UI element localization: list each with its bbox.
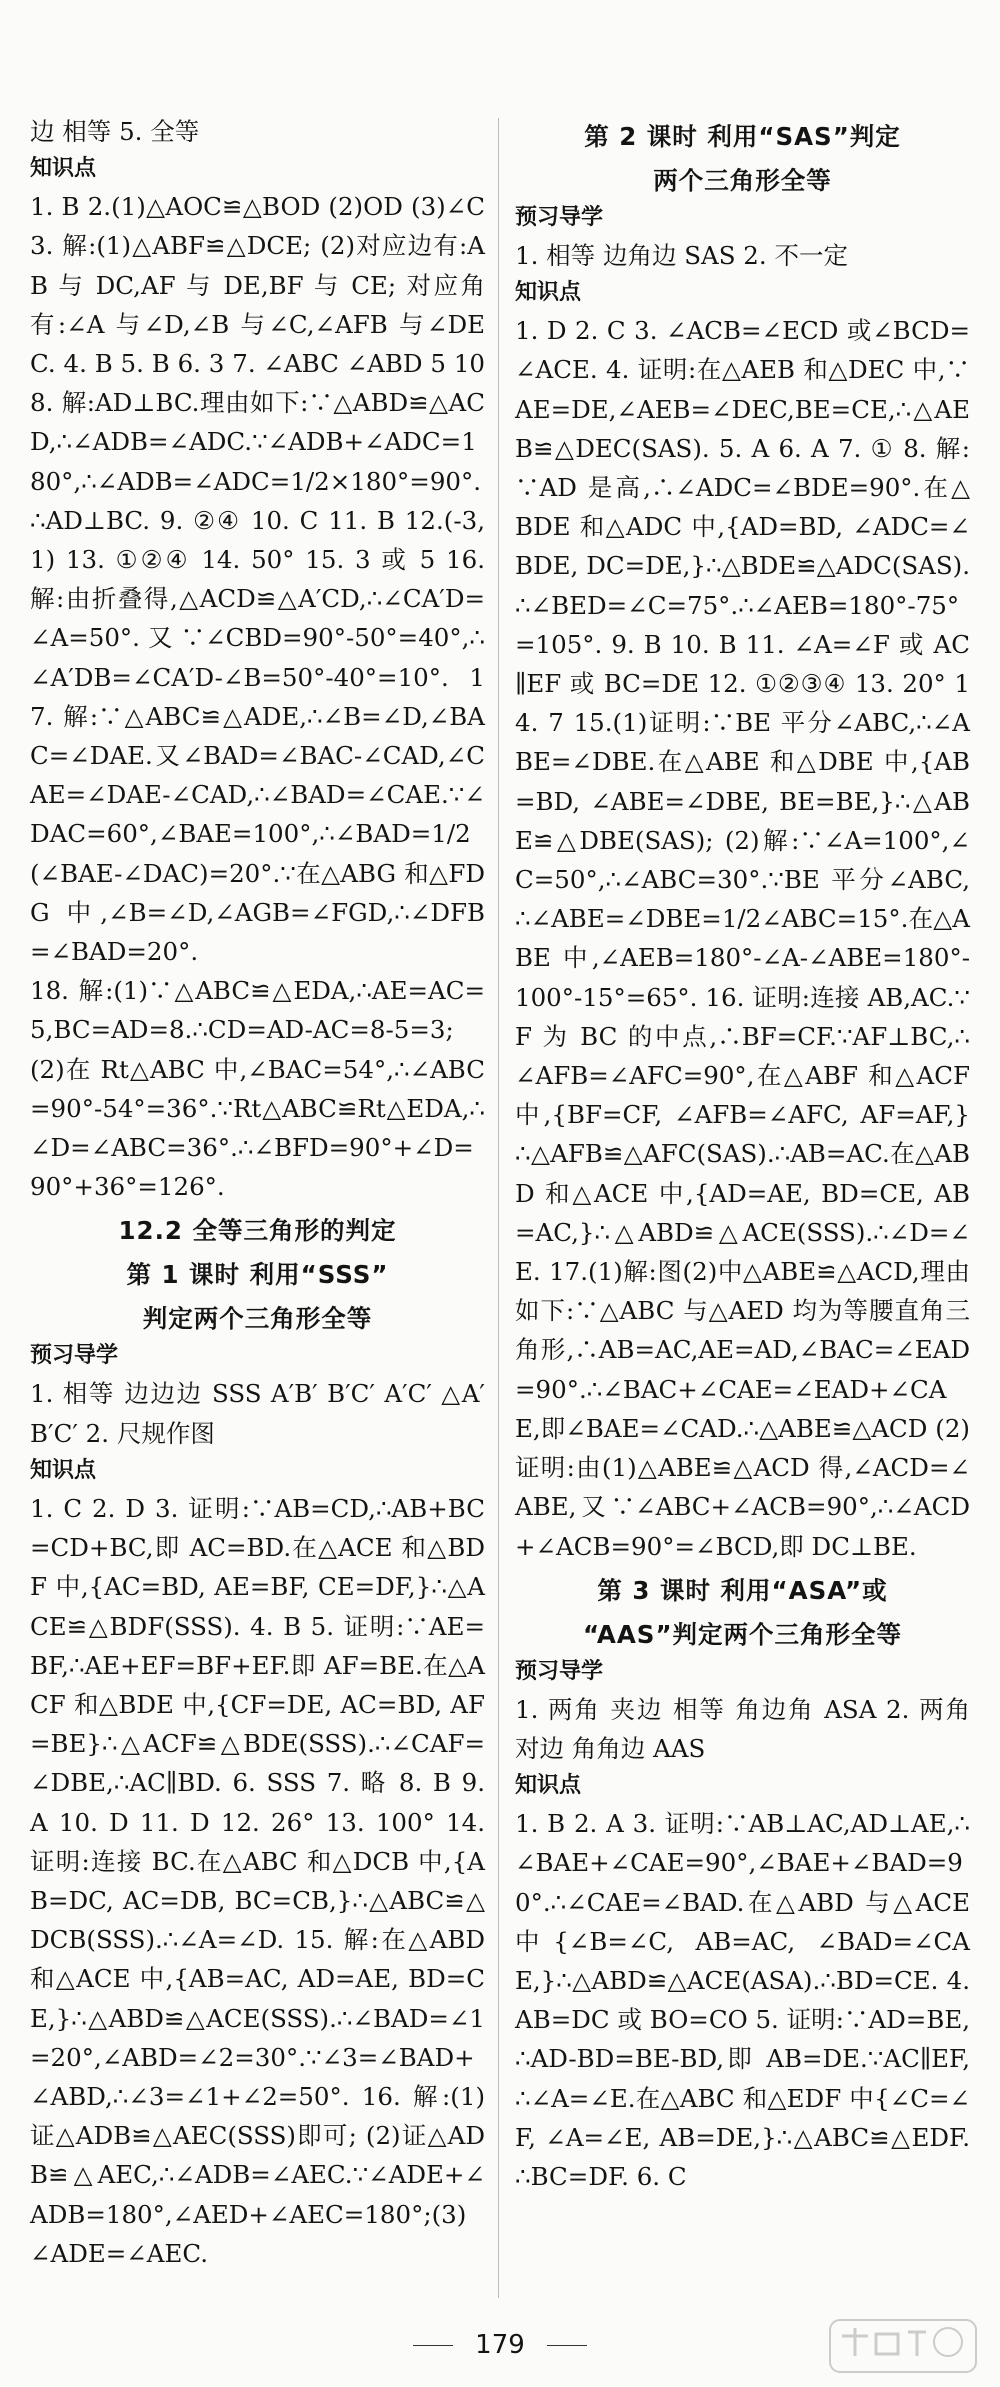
answer-paragraph: 1. 两角 夹边 相等 角边角 ASA 2. 两角 对边 角角边 AAS bbox=[515, 1694, 970, 1763]
section-label: 知识点 bbox=[515, 1773, 582, 1799]
answer-paragraph: 1. D 2. C 3. ∠ACB=∠ECD 或∠BCD=∠ACE. 4. 证明:在△AEB 和△DEC 中,∵AE=DE,∠AEB=∠DEC,BE=CE,∴△AEB≌△DEC(SAS). 5. A 6. A 7. ① 8. 解:∵AD 是高,∴∠ADC=∠BDE=90°.在△BDE 和△ADC 中,{AD=BD, ∠ADC=∠BDE, DC=DE,}∴△BDE≌△ADC(SAS).∴∠BED=∠C=75°.∴∠AEB=180°-75°=105°. 9. B 10. B 11. ∠A=∠F 或 AC∥EF 或 BC=DE 12. ①②③④ 13. 20° 14. 7 15.(1)证明:∵BE 平分∠ABC,∴∠ABE=∠DBE.在△ABE 和△DBE 中,{AB=BD, ∠ABE=∠DBE, BE=BE,}∴△ABE≌△DBE(SAS); (2)解:∵∠A=100°,∠C=50°,∴∠ABC=30°.∵BE 平分∠ABC,∴∠ABE=∠DBE=1/2∠ABC=15°.在△ABE 中,∠AEB=180°-∠A-∠ABE=180°-100°-15°=65°. 16. 证明:连接 AB,AC.∵F 为 BC 的中点,∴BF=CF.∵AF⊥BC,∴∠AFB=∠AFC=90°,在△ABF 和△ACF 中,{BF=CF, ∠AFB=∠AFC, AF=AF,}∴△AFB≌△AFC(SAS).∴AB=AC.在△ABD 和△ACE 中,{AD=AE, BD=CE, AB=AC,}∴△ABD≌△ACE(SSS).∴∠D=∠E. 17.(1)解:图(2)中△ABE≌△ACD,理由如下:∵△ABC 与△AED 均为等腰直角三角形,∴AB=AC,AE=AD,∠BAC=∠EAD=90°.∴∠BAC+∠CAE=∠EAD+∠CAE,即∠BAE=∠CAD.∴△ABE≌△ACD (2)证明:由(1)△ABE≌△ACD 得,∠ACD=∠ABE,又∵∠ABC+∠ACB=90°,∴∠ACD+∠ACB=90°=∠BCD,即 DC⊥BE. bbox=[515, 316, 970, 1561]
footer-dash-right bbox=[547, 2345, 587, 2346]
column-divider bbox=[498, 118, 499, 2298]
section-heading: 12.2 全等三角形的判定 bbox=[118, 1216, 397, 1246]
left-column bbox=[30, 112, 485, 2273]
section-label: 预习导学 bbox=[515, 205, 604, 230]
section-label: 知识点 bbox=[30, 156, 97, 182]
section-heading: 第 3 课时 利用“ASA”或 bbox=[597, 1575, 888, 1605]
footer-dash-left bbox=[413, 2345, 453, 2346]
answer-paragraph: 1. 相等 边边边 SSS A′B′ B′C′ A′C′ △A′B′C′ 2. 尺规作图 bbox=[30, 1379, 485, 1448]
page-number: 179 bbox=[475, 2330, 525, 2360]
answer-paragraph: 边 相等 5. 全等 bbox=[30, 117, 200, 146]
watermark-logo bbox=[828, 2316, 978, 2376]
section-heading: 两个三角形全等 bbox=[653, 166, 832, 195]
answer-paragraph: 1. B 2. A 3. 证明:∵AB⊥AC,AD⊥AE,∴∠BAE+∠CAE=90°,∠BAE+∠BAD=90°.∴∠CAE=∠BAD.在△ABD 与△ACE 中{∠B=∠C, AB=AC, ∠BAD=∠CAE,}∴△ABD≌△ACE(ASA).∴BD=CE. 4. AB=DC 或 BO=CO 5. 证明:∵AD=BE,∴AD-BD=BE-BD,即 AB=DE.∵AC∥EF,∴∠A=∠E.在△ABC 和△EDF 中{∠C=∠F, ∠A=∠E, AB=DE,}∴△ABC≌△EDF.∴BC=DF. 6. C bbox=[515, 1809, 970, 2191]
section-heading: 判定两个三角形全等 bbox=[142, 1304, 373, 1334]
section-heading: 第 2 课时 利用“SAS”判定 bbox=[584, 122, 901, 151]
section-label: 预习导学 bbox=[30, 1343, 119, 1369]
answer-paragraph: 1. 相等 边角边 SAS 2. 不一定 bbox=[515, 241, 848, 270]
section-label: 预习导学 bbox=[515, 1658, 604, 1684]
answer-paragraph: 1. C 2. D 3. 证明:∵AB=CD,∴AB+BC=CD+BC,即 AC=BD.在△ACE 和△BDF 中,{AC=BD, AE=BF, CE=DF,}∴△ACE≌△BDF(SSS). 4. B 5. 证明:∵AE=BF,∴AE+EF=BF+EF.即 AF=BE.在△ACF 和△BDE 中,{CF=DE, AC=BD, AF=BE}∴△ACF≌△BDE(SSS).∴∠CAF=∠DBE,∴AC∥BD. 6. SSS 7. 略 8. B 9. A 10. D 11. D 12. 26° 13. 100° 14. 证明:连接 BC.在△ABC 和△DCB 中,{AB=DC, AC=DB, BC=CB,}∴△ABC≌△DCB(SSS).∴∠A=∠D. 15. 解:在△ABD 和△ACE 中,{AB=AC, AD=AE, BD=CE,}∴△ABD≌△ACE(SSS).∴∠BAD=∠1=20°,∠ABD=∠2=30°.∵∠3=∠BAD+∠ABD,∴∠3=∠1+∠2=50°. 16. 解:(1)证△ADB≌△AEC(SSS)即可; (2)证△ADB≌△AEC,∴∠ADB=∠AEC.∵∠ADE+∠ADB=180°,∠AED+∠AEC=180°;(3)∠ADE=∠AEC. bbox=[30, 1493, 486, 2268]
section-heading: 第 1 课时 利用“SSS” bbox=[126, 1260, 389, 1290]
answer-paragraph: 1. B 2.(1)△AOC≌△BOD (2)OD (3)∠C 3. 解:(1)△ABF≌△DCE; (2)对应边有:AB 与 DC,AF 与 DE,BF 与 CE; 对应角有:∠A 与∠D,∠B 与∠C,∠AFB 与∠DEC. 4. B 5. B 6. 3 7. ∠ABC ∠ABD 5 10 8. 解:AD⊥BC.理由如下:∵△ABD≌△ACD,∴∠ADB=∠ADC.∵∠ADB+∠ADC=180°,∴∠ADB=∠ADC=1/2×180°=90°.∴AD⊥BC. 9. ②④ 10. C 11. B 12.(-3,1) 13. ①②④ 14. 50° 15. 3 或 5 16. 解:由折叠得,△ACD≌△A′CD,∴∠CA′D=∠A=50°.又∵∠CBD=90°-50°=40°,∴∠A′DB=∠CA′D-∠B=50°-40°=10°. 17. 解:∵△ABC≌△ADE,∴∠B=∠D,∠BAC=∠DAE.又∠BAD=∠BAC-∠CAD,∠CAE=∠DAE-∠CAD,∴∠BAD=∠CAE.∵∠DAC=60°,∠BAE=100°,∴∠BAD=1/2(∠BAE-∠DAC)=20°.∵在△ABG 和△FDG 中,∠B=∠D,∠AGB=∠FGD,∴∠DFB=∠BAD=20°. bbox=[30, 192, 485, 967]
right-column bbox=[515, 112, 970, 2196]
answer-paragraph: 18. 解:(1)∵△ABC≌△EDA,∴AE=AC=5,BC=AD=8.∴CD=AD-AC=8-5=3; (2)在 Rt△ABC 中,∠BAC=54°,∴∠ABC=90°-54°=36°.∵Rt△ABC≌Rt△EDA,∴∠D=∠ABC=36°.∴∠BFD=90°+∠D=90°+36°=126°. bbox=[30, 976, 485, 1202]
section-label: 知识点 bbox=[30, 1457, 97, 1483]
section-heading: “AAS”判定两个三角形全等 bbox=[582, 1619, 903, 1649]
section-label: 知识点 bbox=[515, 280, 582, 306]
